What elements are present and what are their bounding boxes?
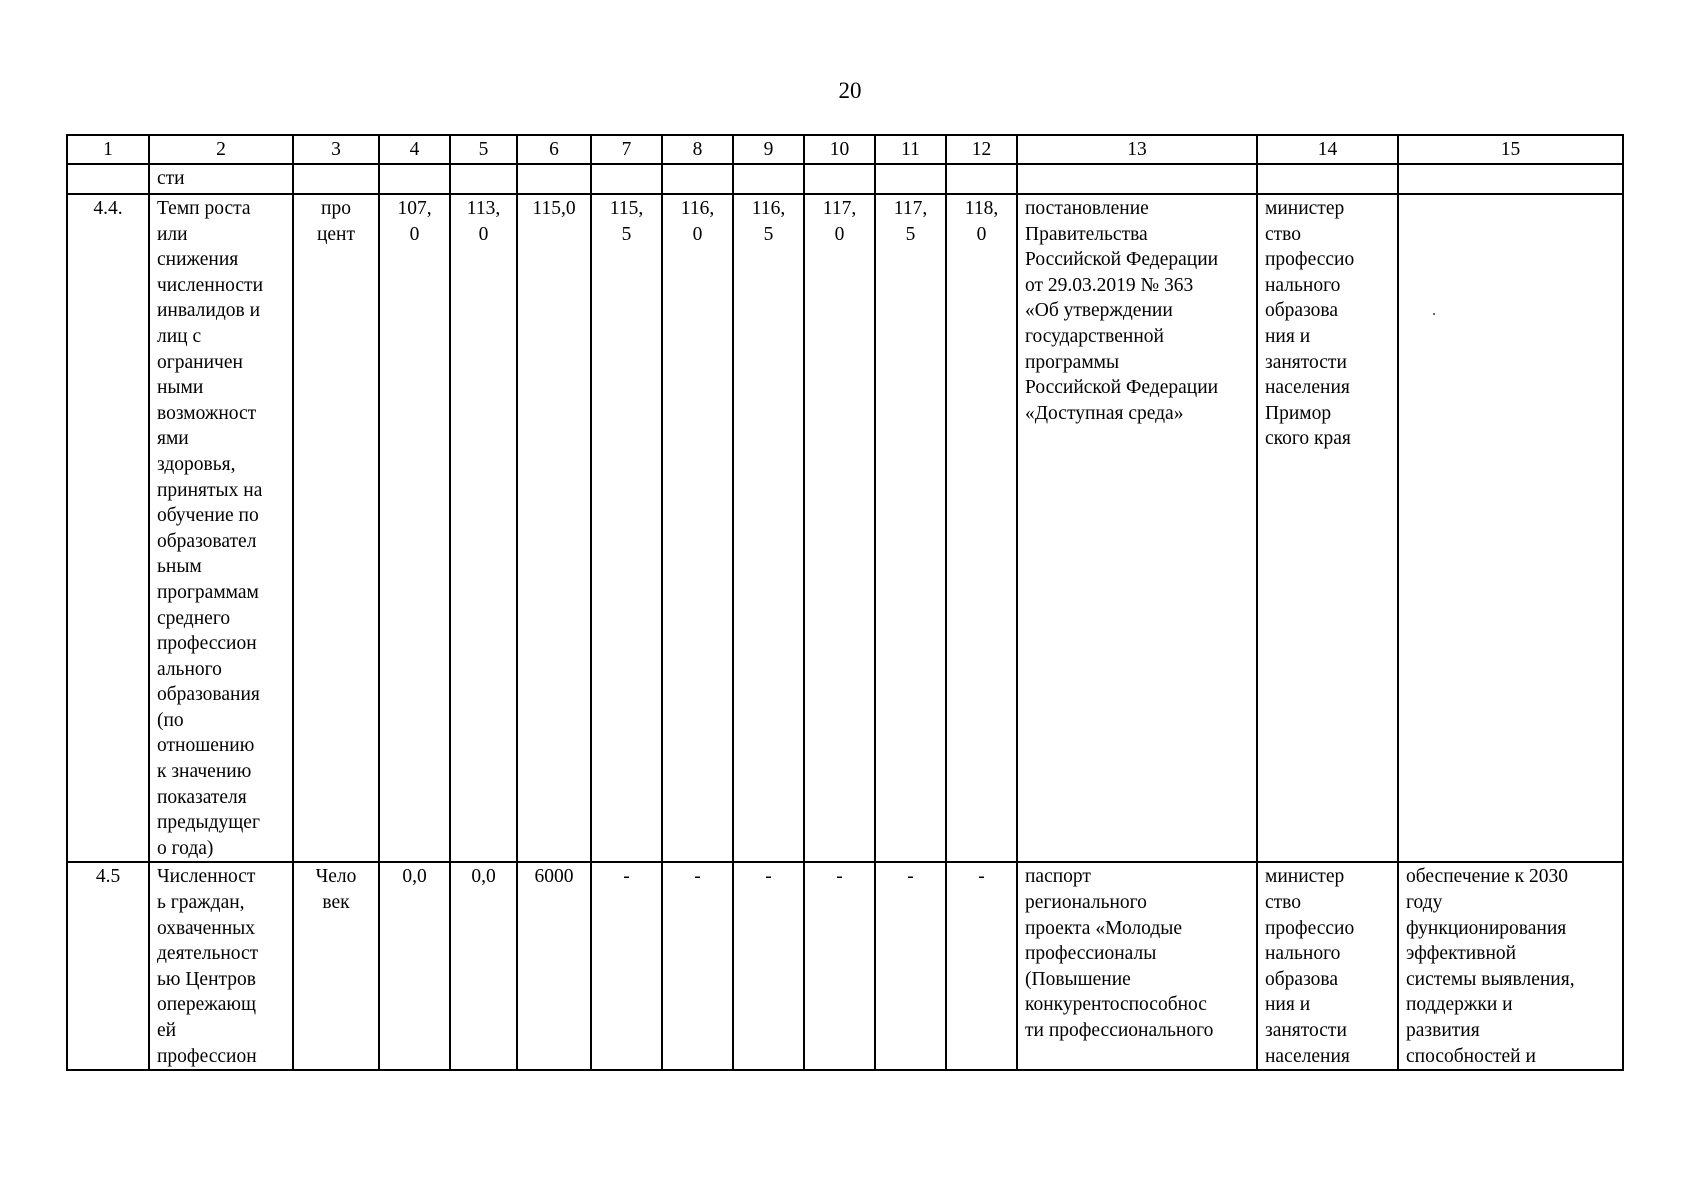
table-cell [804,164,875,194]
notes-cell [1398,194,1623,862]
column-number: 6 [517,135,591,164]
row-number: 4.5 [67,862,149,1070]
column-number: 7 [591,135,662,164]
table-row-4-4 [67,194,1623,862]
value-cell: 0,0 [379,862,450,1070]
unit-cell: про цент [293,194,379,862]
row-number: 4.4. [67,194,149,862]
value-cell: - [662,862,733,1070]
value-cell: - [733,862,804,1070]
value-cell: 117, 0 [804,194,875,862]
table-cell [733,164,804,194]
table-cell [875,164,946,194]
table-cell [517,164,591,194]
value-cell: 107, 0 [379,194,450,862]
column-number: 1 [67,135,149,164]
unit-cell: Чело век [293,862,379,1070]
column-number: 9 [733,135,804,164]
table-cell [379,164,450,194]
column-number: 2 [149,135,293,164]
column-number: 10 [804,135,875,164]
value-cell: - [946,862,1017,1070]
table-cell [946,164,1017,194]
table-cell [293,164,379,194]
value-cell: - [804,862,875,1070]
page-number: 20 [838,78,862,103]
column-number: 3 [293,135,379,164]
value-cell: 117, 5 [875,194,946,862]
column-number: 14 [1257,135,1398,164]
column-number: 15 [1398,135,1623,164]
value-cell: 6000 [517,862,591,1070]
table-cell [450,164,517,194]
table-cell [1398,164,1623,194]
indicator-name: Численност ь граждан, охваченных деятельност ью Центров опережающ ей профессион [149,862,293,1070]
scan-speck [1433,313,1435,315]
table-cell [1017,164,1257,194]
column-number: 11 [875,135,946,164]
source-document-cell: постановление Правительства Российской Федерации от 29.03.2019 № 363 «Об утверждении государственной программы Российской Федерации «Доступная среда» [1017,194,1257,862]
column-number: 5 [450,135,517,164]
table-row-4-5 [67,862,1623,1070]
value-cell: - [591,862,662,1070]
value-cell: - [875,862,946,1070]
column-number: 13 [1017,135,1257,164]
table-cell [662,164,733,194]
column-number: 8 [662,135,733,164]
indicator-table [66,134,1624,1071]
table-cell [1257,164,1398,194]
table-cell: сти [149,164,293,194]
column-number: 4 [379,135,450,164]
notes-cell: обеспечение к 2030 году функционирования эффективной системы выявления, поддержки и развития способностей и [1398,862,1623,1070]
value-cell: 115, 5 [591,194,662,862]
value-cell: 0,0 [450,862,517,1070]
responsible-body-cell: министер ство профессио нального образова ния и занятости населения [1257,862,1398,1070]
table-cell [67,164,149,194]
source-document-cell: паспорт регионального проекта «Молодые профессионалы (Повышение конкурентоспособнос ти профессионального [1017,862,1257,1070]
value-cell: 116, 0 [662,194,733,862]
table-header-row [67,135,1623,164]
value-cell: 116, 5 [733,194,804,862]
continuation-row [67,164,1623,194]
table-cell [591,164,662,194]
value-cell: 115,0 [517,194,591,862]
value-cell: 113, 0 [450,194,517,862]
responsible-body-cell: министер ство профессио нального образова ния и занятости населения Примор ского края [1257,194,1398,862]
column-number: 12 [946,135,1017,164]
value-cell: 118, 0 [946,194,1017,862]
indicator-name: Темп роста или снижения численности инвалидов и лиц с ограничен ными возможност ями здоровья, принятых на обучение по образовател ьным программам среднего профессион ального образования (по отношению к значению показателя предыдущег о года) [149,194,293,862]
